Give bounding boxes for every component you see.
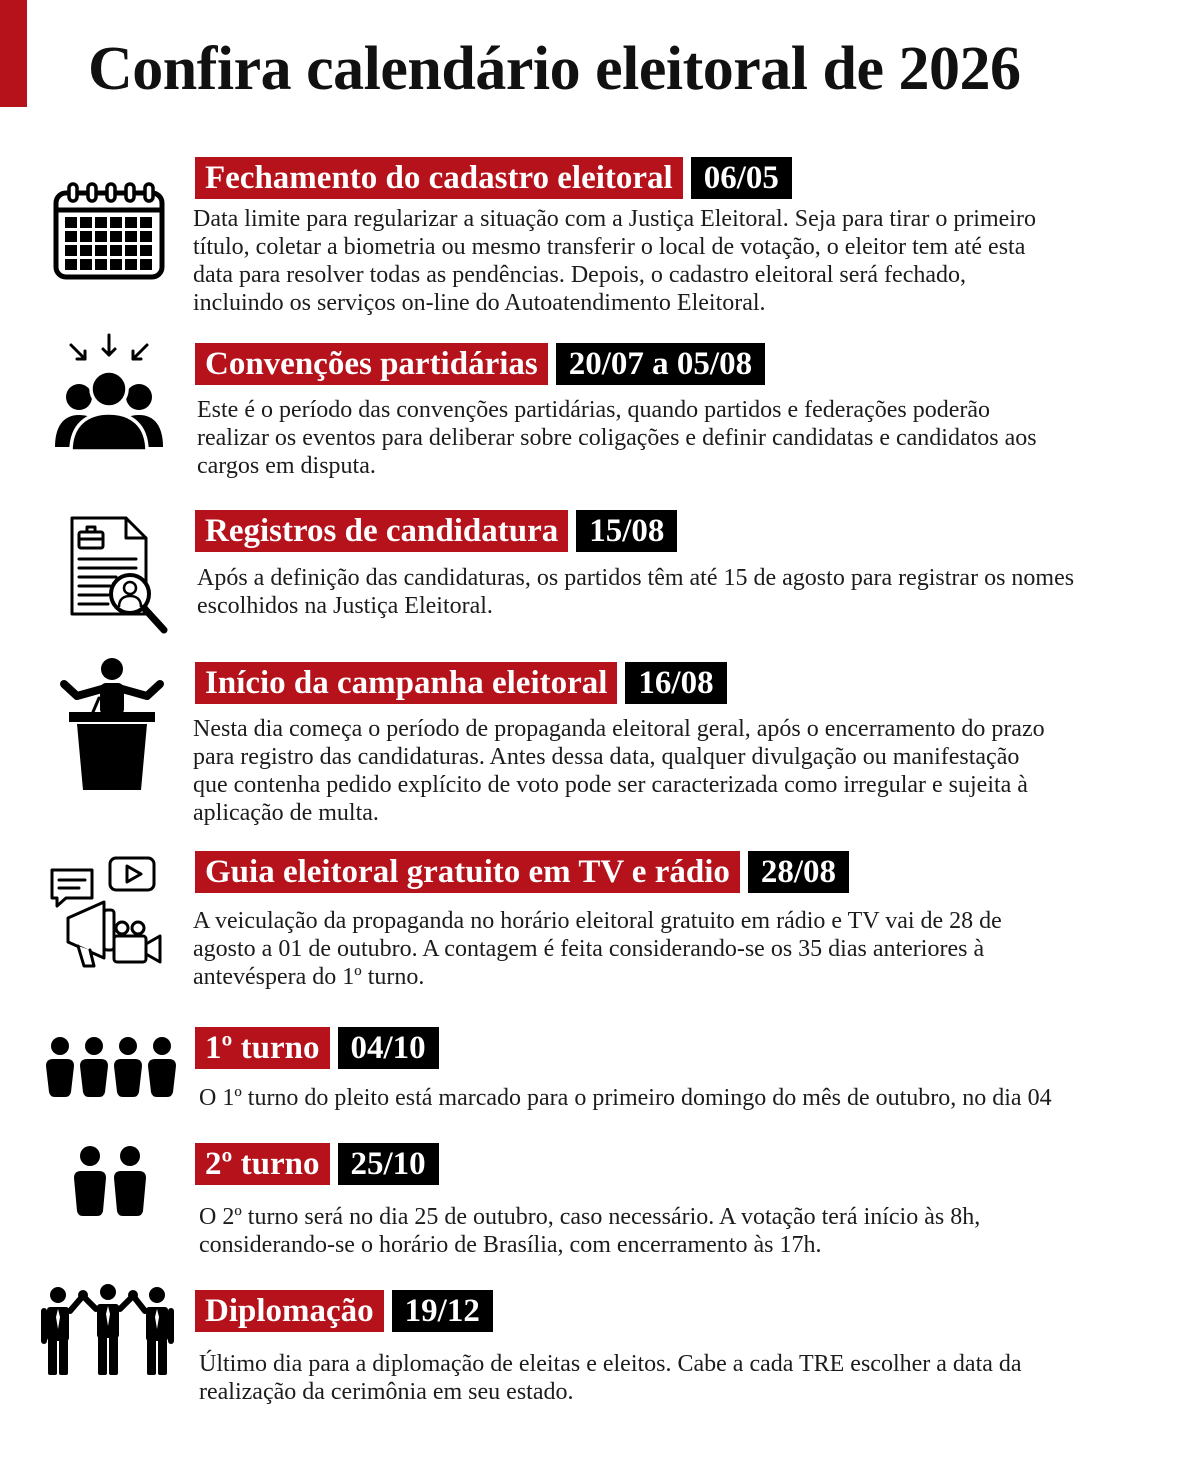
event-description: [199, 1203, 980, 1259]
event-description: [193, 205, 1036, 317]
event-description: [199, 1350, 1022, 1406]
event-description: [193, 907, 1002, 991]
event-label: Início da campanha eleitoral: [195, 662, 617, 704]
candidate-registration-icon: [66, 514, 170, 636]
event-date: 25/10: [338, 1143, 439, 1185]
description-line: considerando-se o horário de Brasília, com encerramento às 17h.: [199, 1232, 822, 1258]
event-label: 1º turno: [195, 1027, 330, 1069]
podium-speaker-icon: [55, 656, 169, 794]
description-line: Este é o período das convenções partidárias, quando partidos e federações poderão: [197, 397, 991, 423]
event-date: 20/07 a 05/08: [556, 343, 765, 385]
event-header: [195, 1290, 493, 1332]
event-label: Diplomação: [195, 1290, 384, 1332]
event-header: [195, 343, 765, 385]
description-line: O 2º turno será no dia 25 de outubro, caso necessário. A votação terá início às 8h,: [199, 1204, 981, 1230]
description-line: A veiculação da propaganda no horário eleitoral gratuito em rádio e TV vai de 28 de: [193, 908, 1002, 934]
description-line: Nesta dia começa o período de propaganda eleitoral geral, após o encerramento do prazo: [193, 716, 1045, 742]
description-line: agosto a 01 de outubro. A contagem é feita considerando-se os 35 dias anteriores à: [193, 936, 985, 962]
event-label: 2º turno: [195, 1143, 330, 1185]
event-header: [195, 851, 849, 893]
event-header: [195, 1143, 439, 1185]
event-description: [193, 715, 1045, 827]
event-date: 06/05: [691, 157, 792, 199]
event-header: [195, 510, 677, 552]
description-line: cargos em disputa.: [197, 453, 376, 479]
event-label: Fechamento do cadastro eleitoral: [195, 157, 683, 199]
description-line: escolhidos na Justiça Eleitoral.: [197, 593, 493, 619]
event-description: [197, 396, 1037, 480]
description-line: realização da cerimônia em seu estado.: [199, 1379, 574, 1405]
event-description: [199, 1084, 1052, 1112]
description-line: Após a definição das candidaturas, os partidos têm até 15 de agosto para registrar os nomes: [197, 565, 1075, 591]
description-line: data para resolver todas as pendências. Depois, o cadastro eleitoral será fechado,: [193, 262, 966, 288]
event-header: [195, 662, 727, 704]
party-convention-icon: [51, 333, 167, 455]
people-holding-hands-icon: [40, 1283, 180, 1379]
description-line: título, coletar a biometria ou mesmo transferir o local de votação, o eleitor tem até esta: [193, 234, 1026, 260]
description-line: antevéspera do 1º turno.: [193, 964, 425, 990]
description-line: incluindo os serviços on-line do Autoatendimento Eleitoral.: [193, 290, 766, 316]
media-broadcast-icon: [48, 856, 164, 970]
event-label: Convenções partidárias: [195, 343, 548, 385]
event-date: 15/08: [576, 510, 677, 552]
event-date: 28/08: [748, 851, 849, 893]
description-line: realizar os eventos para deliberar sobre coligações e definir candidatas e candidatos aos: [197, 425, 1037, 451]
description-line: Data limite para regularizar a situação com a Justiça Eleitoral. Seja para tirar o primeiro: [193, 206, 1036, 232]
event-date: 04/10: [338, 1027, 439, 1069]
four-people-icon: [43, 1036, 177, 1100]
calendar-icon: [52, 181, 166, 281]
event-description: [197, 564, 1074, 620]
event-date: 16/08: [625, 662, 726, 704]
event-date: 19/12: [392, 1290, 493, 1332]
description-line: O 1º turno do pleito está marcado para o primeiro domingo do mês de outubro, no dia 04: [199, 1085, 1052, 1111]
accent-bar: [0, 0, 27, 107]
two-people-icon: [70, 1145, 152, 1219]
description-line: que contenha pedido explícito de voto pode ser caracterizada como irregular e sujeita à: [193, 772, 1028, 798]
event-label: Guia eleitoral gratuito em TV e rádio: [195, 851, 740, 893]
event-header: [195, 1027, 439, 1069]
description-line: para registro das candidaturas. Antes dessa data, qualquer divulgação ou manifestação: [193, 744, 1020, 770]
description-line: aplicação de multa.: [193, 800, 379, 826]
event-label: Registros de candidatura: [195, 510, 568, 552]
page-title: Confira calendário eleitoral de 2026: [88, 35, 1021, 103]
event-header: [195, 157, 792, 199]
description-line: Último dia para a diplomação de eleitas e eleitos. Cabe a cada TRE escolher a data da: [199, 1351, 1022, 1377]
